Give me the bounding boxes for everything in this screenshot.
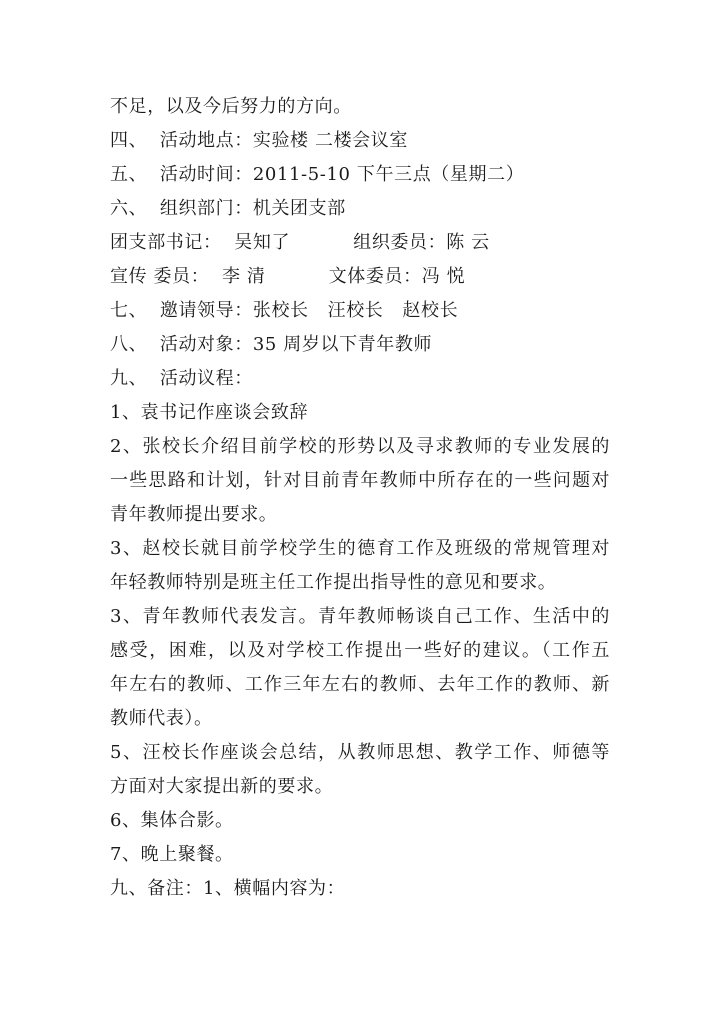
text-line: 七、 邀请领导：张校长 汪校长 赵校长 [110, 300, 459, 321]
text-line: 7、晚上聚餐。 [110, 844, 234, 865]
text-line: 年轻教师特别是班主任工作提出指导性的意见和要求。 [110, 572, 557, 593]
text-line: 教师代表）。 [110, 708, 213, 729]
text-line: 6、集体合影。 [110, 810, 234, 831]
text-line: 不足，以及今后努力的方向。 [110, 96, 352, 117]
text-line: 2、张校长介绍目前学校的形势以及寻求教师的专业发展的 [110, 436, 610, 457]
text-line: 5、汪校长作座谈会总结，从教师思想、教学工作、师德等 [110, 742, 610, 763]
text-line: 1、袁书记作座谈会致辞 [110, 402, 309, 423]
text-line: 六、 组织部门：机关团支部 [110, 198, 346, 219]
text-line: 3、赵校长就目前学校学生的德育工作及班级的常规管理对 [110, 538, 610, 559]
text-line: 五、 活动时间：2011-5-10 下午三点（星期二） [110, 164, 525, 185]
text-line: 3、青年教师代表发言。青年教师畅谈自己工作、生活中的 [110, 606, 610, 627]
text-line: 九、备注：1、横幅内容为： [110, 878, 346, 899]
text-line: 年左右的教师、工作三年左右的教师、去年工作的教师、新 [110, 674, 610, 695]
text-line: 方面对大家提出新的要求。 [110, 776, 334, 797]
text-line: 感受，困难，以及对学校工作提出一些好的建议。（工作五 [110, 640, 610, 661]
text-line: 一些思路和计划，针对目前青年教师中所存在的一些问题对 [110, 470, 610, 491]
text-line: 八、 活动对象：35 周岁以下青年教师 [110, 334, 433, 355]
text-line: 团支部书记： 吴知了 组织委员：陈 云 [110, 232, 490, 253]
text-line: 四、 活动地点：实验楼 二楼会议室 [110, 130, 408, 151]
text-line: 青年教师提出要求。 [110, 504, 278, 525]
text-line: 九、 活动议程： [110, 368, 253, 389]
text-line: 宣传 委员： 李 清 文体委员：冯 悦 [110, 266, 466, 287]
